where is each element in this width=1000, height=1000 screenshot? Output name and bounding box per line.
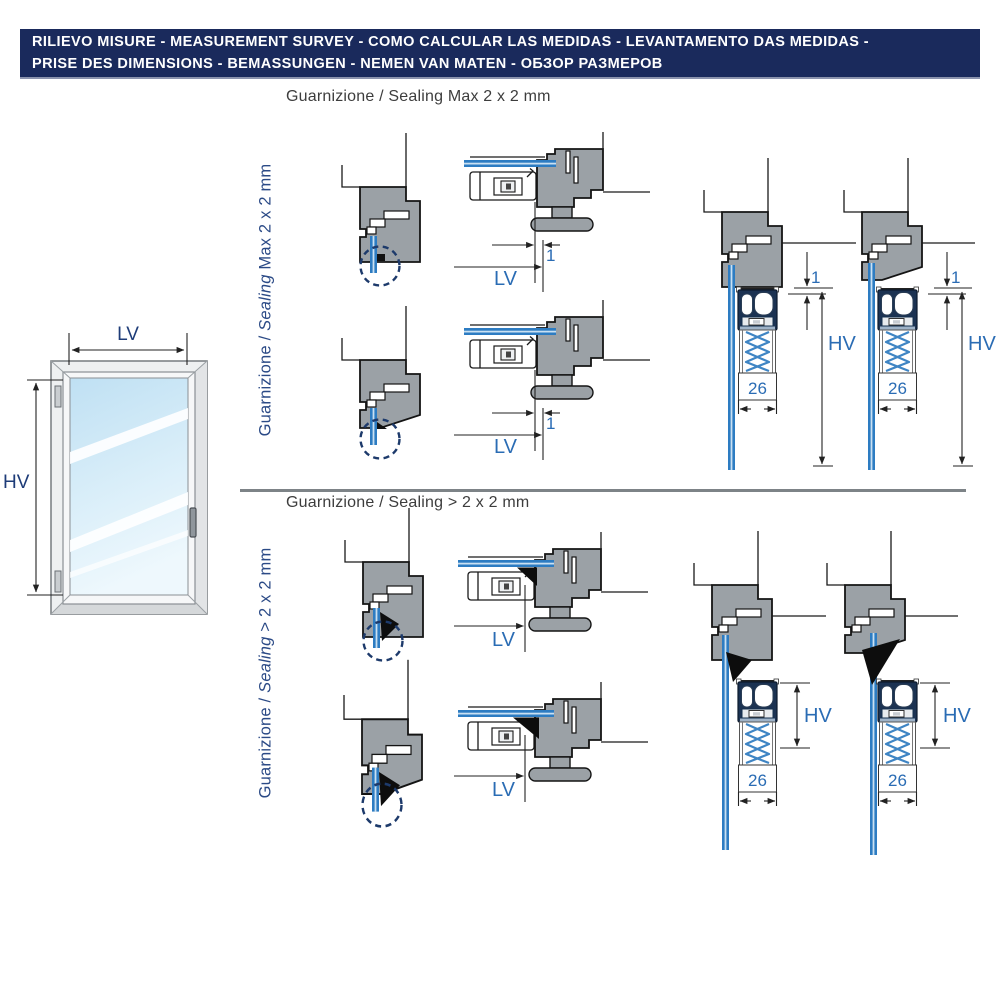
diagram-canvas: 26 LV HV 1 LV 1 LV 1 HV 1 HV LV LV HV HV: [0, 0, 1000, 1000]
hv-dim-label: HV: [968, 333, 996, 355]
gap-dim-label: 1: [811, 268, 821, 287]
s2-corner-detail-2: [344, 660, 422, 827]
gap-dim-label: 1: [546, 246, 556, 265]
s1-lv-section-1: [454, 132, 650, 292]
section1-title: Guarnizione / Sealing Max 2 x 2 mm: [286, 88, 551, 105]
header-line-2: PRISE DES DIMENSIONS - BEMASSUNGEN - NEMEN VAN MATEN - ОБЗОР РАЗМЕРОВ: [32, 56, 663, 72]
s2-hv-section-1: [694, 531, 832, 850]
s2-lv-section-1: [454, 532, 648, 652]
hinge-top: [55, 386, 61, 407]
lv-dim-label: LV: [492, 779, 515, 801]
hv-dim-label: HV: [804, 705, 832, 727]
s1-hv-section-1: [704, 158, 856, 470]
gap-dim-label: 1: [951, 268, 961, 287]
s1-lv-section-2: [454, 300, 650, 460]
window-illustration: [3, 324, 207, 614]
section-divider: [240, 489, 966, 492]
side2-suffix: > 2 x 2 mm: [256, 547, 275, 637]
s1-hv-section-2: [844, 158, 996, 470]
s2-hv-section-2: [827, 531, 971, 855]
side2-italic: Sealing: [256, 636, 275, 693]
window-width-label: LV: [117, 324, 139, 345]
section1-side-label: [257, 138, 283, 463]
side1-italic: Sealing: [256, 274, 275, 331]
side2-prefix: Guarnizione /: [256, 692, 275, 799]
lv-dim-label: LV: [492, 629, 515, 651]
gap-dim-label: 1: [546, 414, 556, 433]
lv-dim-label: LV: [494, 268, 517, 290]
side1-suffix: Max 2 x 2 mm: [256, 163, 275, 275]
section2-side-label: [257, 511, 283, 836]
s2-lv-section-2: [454, 682, 648, 802]
hv-dim-label: HV: [828, 333, 856, 355]
window-handle: [190, 508, 196, 537]
section2-title: Guarnizione / Sealing > 2 x 2 mm: [286, 494, 530, 511]
header-line-1: RILIEVO MISURE - MEASUREMENT SURVEY - COMO CALCULAR LAS MEDIDAS - LEVANTAMENTO DAS MEDIDAS -: [32, 34, 870, 50]
hinge-bottom: [55, 571, 61, 592]
lv-dim-label: LV: [494, 436, 517, 458]
s2-corner-detail-1: [345, 508, 423, 661]
side1-prefix: Guarnizione /: [256, 330, 275, 437]
s1-corner-detail-1: [342, 133, 420, 286]
s1-corner-detail-2: [342, 306, 420, 459]
hv-dim-label: HV: [943, 705, 971, 727]
window-height-label: HV: [3, 472, 30, 493]
header-banner: [20, 29, 980, 79]
